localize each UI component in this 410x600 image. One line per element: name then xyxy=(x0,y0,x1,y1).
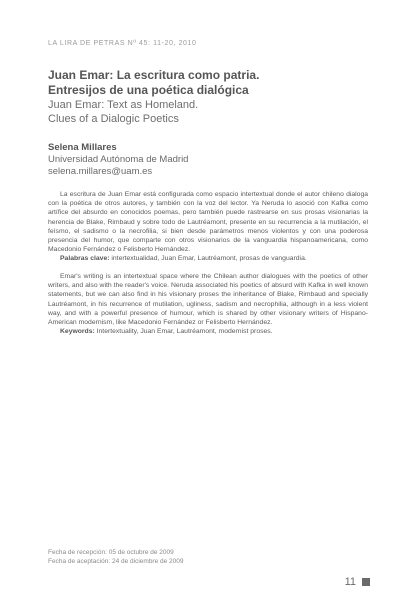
page-folio xyxy=(345,576,370,588)
author-name: Selena Millares xyxy=(48,142,117,153)
running-head: LA LIRA DE PETRAS Nº 45: 11-20, 2010 xyxy=(48,40,197,47)
keywords-spanish xyxy=(48,254,368,263)
keywords-spanish-values: intertextualidad, Juan Emar, Lautréamont, prosas de vanguardia. xyxy=(111,255,307,263)
abstract-english-text: Emar's writing is an intertextual space where the Chilean author dialogues with the poetics of other writers, and also with the reader's voice. Neruda associated his poetics of absurd with Kafka in well known statements, but we can also find in his visionary proses the inheritance of Blake, Rimbaud and specially Lautréamont, in his recurrence of mutilation, ugliness, sadism and necrophilia, although in a less violent way, and with a powerful presence of humour, which is shared by other visionary writers of Hispano-American modernism, like Macedonio Fernández or Felisberto Hernández. xyxy=(48,273,368,327)
author-affiliation: Universidad Autónoma de Madrid xyxy=(48,154,189,165)
title-spanish-line-2: Entresijos de una poética dialógica xyxy=(48,83,249,97)
title-english-line-1: Juan Emar: Text as Homeland. xyxy=(48,99,199,111)
keywords-english-values: Intertextuality, Juan Emar, Lautréamont, modernist proses. xyxy=(96,328,273,336)
keywords-english xyxy=(48,327,368,336)
keywords-spanish-label: Palabras clave: xyxy=(60,255,110,263)
submission-dates xyxy=(48,548,184,566)
title-spanish-line-1: Juan Emar: La escritura como patria. xyxy=(48,68,260,82)
square-marker-icon xyxy=(362,578,370,586)
abstract-spanish xyxy=(48,190,368,264)
page-number: 11 xyxy=(344,576,356,588)
author-block xyxy=(48,142,368,178)
abstract-english xyxy=(48,272,368,336)
author-email[interactable]: selena.millares@uam.es xyxy=(48,166,153,177)
keywords-english-label: Keywords: xyxy=(60,328,95,336)
received-date: Fecha de recepción: 05 de octubre de 2009 xyxy=(48,549,174,556)
title-english-line-2: Clues of a Dialogic Poetics xyxy=(48,113,179,125)
abstract-spanish-text: La escritura de Juan Emar está configurada como espacio intertextual donde el autor chileno dialoga con la poética de otros autores, y también con la voz del lector. Ya Neruda lo asoció con Kafka como artífice del absurdo en conocidos poemas, pero también puede rastrearse en sus prosas visionarias la herencia de Blake, Rimbaud y sobre todo de Lautréamont, presente en su recurrencia a la mutilación, el feísmo, el sadismo o la necrofilia, si bien desde parámetros menos violentos y con una poderosa presencia del humor, que comparte con otros visionarios de la vanguardia hispanoamericana, como Macedonio Fernández o Felisberto Hernández. xyxy=(48,191,368,254)
title-block xyxy=(48,68,378,126)
accepted-date: Fecha de aceptación: 24 de diciembre de 2009 xyxy=(48,558,184,565)
